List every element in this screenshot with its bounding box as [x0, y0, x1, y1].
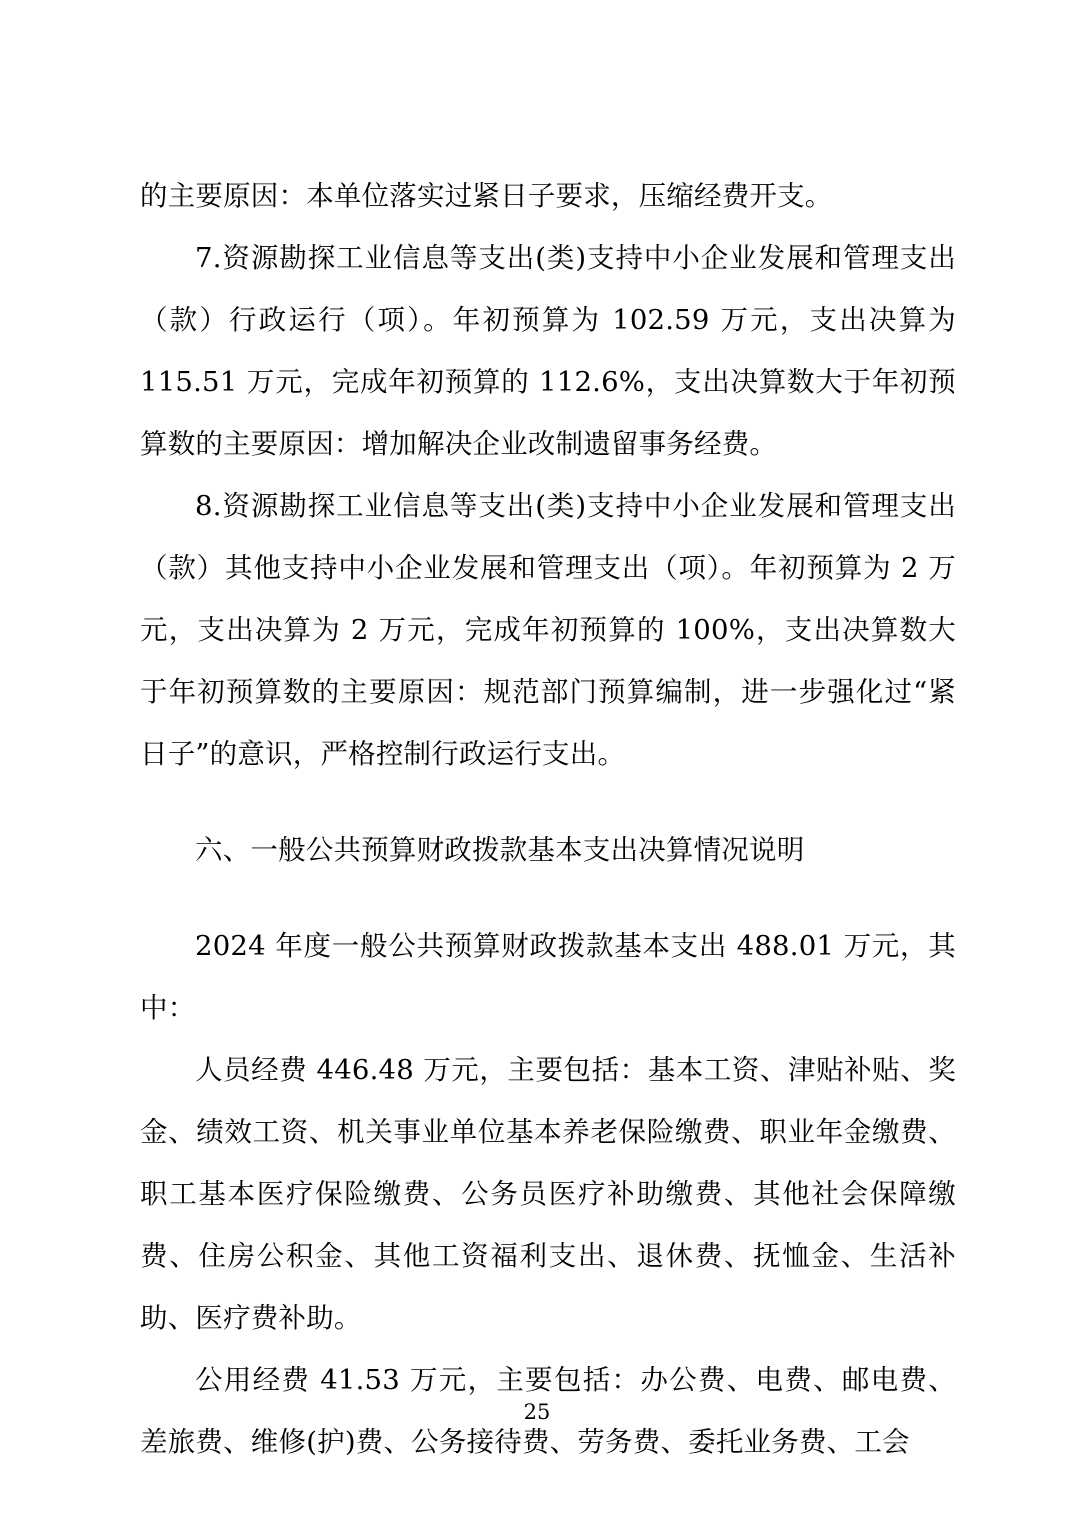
- paragraph-personnel-expenses: 人员经费 446.48 万元，主要包括：基本工资、津贴补贴、奖金、绩效工资、机关事业单位基本养老保险缴费、职业年金缴费、职工基本医疗保险缴费、公务员医疗补助缴费、其他社会保障缴费、住房公积金、其他工资福利支出、退休费、抚恤金、生活补助、医疗费补助。: [140, 1054, 956, 1334]
- paragraph-item-7: 7.资源勘探工业信息等支出(类)支持中小企业发展和管理支出（款）行政运行（项）。年初预算为 102.59 万元，支出决算为 115.51 万元，完成年初预算的 112.6%，支出决算数大于年初预算数的主要原因：增加解决企业改制遗留事务经费。: [140, 242, 956, 460]
- document-body: [140, 165, 956, 1473]
- paragraph-item-8: 8.资源勘探工业信息等支出(类)支持中小企业发展和管理支出（款）其他支持中小企业发展和管理支出（项）。年初预算为 2 万元，支出决算为 2 万元，完成年初预算的 100%，支出决算数大于年初预算数的主要原因：规范部门预算编制，进一步强化过“紧日子”的意识，严格控制行政运行支出。: [140, 490, 956, 770]
- page-number: 25: [523, 1400, 551, 1424]
- paragraph-continuation: 的主要原因：本单位落实过紧日子要求，压缩经费开支。: [140, 180, 833, 212]
- heading-section-six: 六、一般公共预算财政拨款基本支出决算情况说明: [195, 834, 805, 866]
- paragraph-public-expenses: 公用经费 41.53 万元，主要包括：办公费、电费、邮电费、差旅费、维修(护)费、公务接待费、劳务费、委托业务费、工会: [140, 1364, 956, 1458]
- paragraph-basic-expenditure-total: 2024 年度一般公共预算财政拨款基本支出 488.01 万元，其中：: [140, 930, 956, 1024]
